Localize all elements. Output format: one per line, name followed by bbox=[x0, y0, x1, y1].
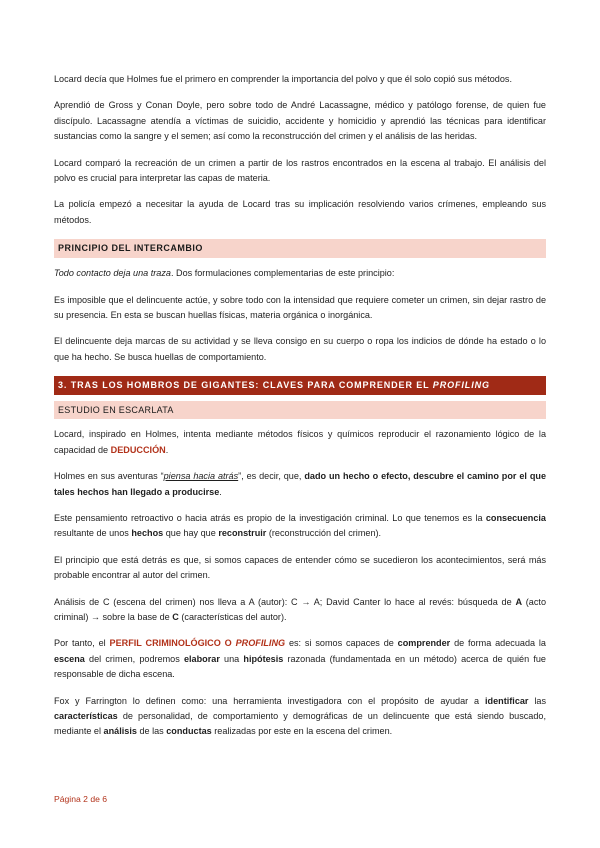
bold-term: hipótesis bbox=[243, 653, 284, 664]
section-heading-intercambio: PRINCIPIO DEL INTERCAMBIO bbox=[54, 239, 546, 258]
paragraph bbox=[54, 511, 546, 542]
text-run: es: si somos capaces de bbox=[285, 638, 398, 649]
text-run: razonada (fundamentada en un método) acerca de quién fue responsable de dicha escena. bbox=[54, 653, 546, 680]
text-run: de personalidad, de comportamiento y demográficas de un delincuente que está siendo buscado, mediante el bbox=[54, 710, 546, 737]
paragraph bbox=[54, 636, 546, 682]
text-run: Por tanto, el bbox=[54, 638, 110, 649]
bold-term: C bbox=[172, 611, 179, 622]
text-run: (reconstrucción del crimen). bbox=[266, 528, 382, 539]
paragraph: Locard decía que Holmes fue el primero en comprender la importancia del polvo y que él solo copió sus métodos. bbox=[54, 74, 512, 84]
paragraph: Locard comparó la recreación de un crimen a partir de los rastros encontrados en la escena al trabajo. El análisis del polvo es crucial para interpretar las capas de materia. bbox=[54, 157, 546, 184]
bold-term: análisis bbox=[103, 726, 137, 737]
italic-phrase: Todo contacto deja una traza bbox=[54, 268, 171, 279]
text-run: que hay que bbox=[163, 528, 219, 539]
paragraph: La policía empezó a necesitar la ayuda de Locard tras su implicación resolviendo varios crímenes, empleando sus métodos. bbox=[54, 199, 546, 225]
heading-italic: PROFILING bbox=[432, 380, 490, 391]
text-run: Locard, inspirado en Holmes, intenta mediante métodos físicos y químicos reproducir el razonamiento lógico de la capacidad de bbox=[54, 429, 546, 455]
text-run: Holmes en sus aventuras “ bbox=[54, 471, 164, 482]
heading-text: 3. TRAS LOS HOMBROS DE GIGANTES: CLAVES PARA COMPRENDER EL bbox=[58, 380, 433, 391]
bold-term: identificar bbox=[485, 695, 529, 706]
paragraph bbox=[54, 469, 546, 500]
paragraph bbox=[54, 694, 546, 740]
text-run: (acto criminal) → sobre la base de bbox=[54, 596, 546, 622]
text-run: resultante de unos bbox=[54, 528, 132, 539]
paragraph: El delincuente deja marcas de su actividad y se lleva consigo en su cuerpo o ropa los indicios de dónde ha estado o lo que ha hecho. Se busca huellas de comportamiento. bbox=[54, 336, 546, 362]
text-run: realizadas por este en la escena del crimen. bbox=[211, 726, 393, 737]
bold-term: elaborar bbox=[183, 653, 220, 664]
text-run: de forma adecuada la bbox=[450, 638, 546, 649]
text-run: Fox y Farrington lo definen como: una herramienta investigadora con el propósito de ayudar a bbox=[54, 695, 486, 706]
text-run: ”, es decir, que, bbox=[238, 471, 305, 482]
text-run: Análisis de C (escena del crimen) nos lleva a A (autor): C → A; David Canter lo hace al revés: búsqueda de bbox=[54, 596, 516, 607]
bold-term: conductas bbox=[166, 726, 212, 737]
text-run: una bbox=[219, 653, 244, 664]
text-run: las bbox=[528, 695, 546, 706]
text-run: . Dos formulaciones complementarias de este principio: bbox=[170, 268, 395, 279]
paragraph bbox=[54, 427, 546, 458]
page-number-footer: Página 2 de 6 bbox=[54, 794, 108, 804]
bold-term: hechos bbox=[131, 528, 164, 539]
paragraph bbox=[54, 266, 546, 281]
bold-term: características bbox=[54, 710, 118, 721]
paragraph bbox=[54, 595, 546, 626]
text-run: . bbox=[165, 444, 169, 455]
bold-term: comprender bbox=[397, 638, 451, 649]
paragraph: Es imposible que el delincuente actúe, y sobre todo con la intensidad que requiere cometer un crimen, sin dejar rastro de su presencia. En esta se buscan huellas físicas, materia orgánica o inorgánica. bbox=[54, 294, 546, 321]
subsection-heading-escarlata: ESTUDIO EN ESCARLATA bbox=[54, 401, 546, 419]
highlight-term: DEDUCCIÓN bbox=[110, 444, 166, 455]
bold-term: escena bbox=[54, 653, 85, 664]
text-run: . bbox=[219, 486, 222, 497]
text-run: Este pensamiento retroactivo o hacia atrás es propio de la investigación criminal. Lo que tenemos es la bbox=[54, 512, 486, 523]
bold-term: A bbox=[515, 596, 523, 607]
underlined-phrase: piensa hacia atrás bbox=[163, 471, 239, 482]
highlight-term-italic: PROFILING bbox=[235, 638, 286, 649]
text-run: de las bbox=[136, 726, 167, 737]
text-run: del crimen, podremos bbox=[84, 653, 184, 664]
text-run: (características del autor). bbox=[178, 611, 287, 622]
section-heading-3 bbox=[54, 376, 546, 395]
paragraph: El principio que está detrás es que, si somos capaces de entender cómo se sucedieron los acontecimientos, será más probable encontrar al autor del crimen. bbox=[54, 554, 546, 581]
bold-term: consecuencia bbox=[485, 512, 546, 523]
page-content bbox=[54, 72, 546, 751]
paragraph: Aprendió de Gross y Conan Doyle, pero sobre todo de André Lacassagne, médico y patólogo forense, de quien fue discípulo. Lacassagne atendía a víctimas de suicidio, accidente y homicidio y aprendió las técnicas para identificar sustancias como la sangre y el semen; así como la reconstrucción del crimen y el análisis de las heridas. bbox=[54, 100, 546, 142]
highlight-term: PERFIL CRIMINOLÓGICO O bbox=[109, 638, 236, 649]
bold-term: reconstruir bbox=[218, 528, 267, 539]
bold-phrase: dado un hecho o efecto, descubre el camino por el que tales hechos han llegado a producirse bbox=[54, 471, 546, 497]
